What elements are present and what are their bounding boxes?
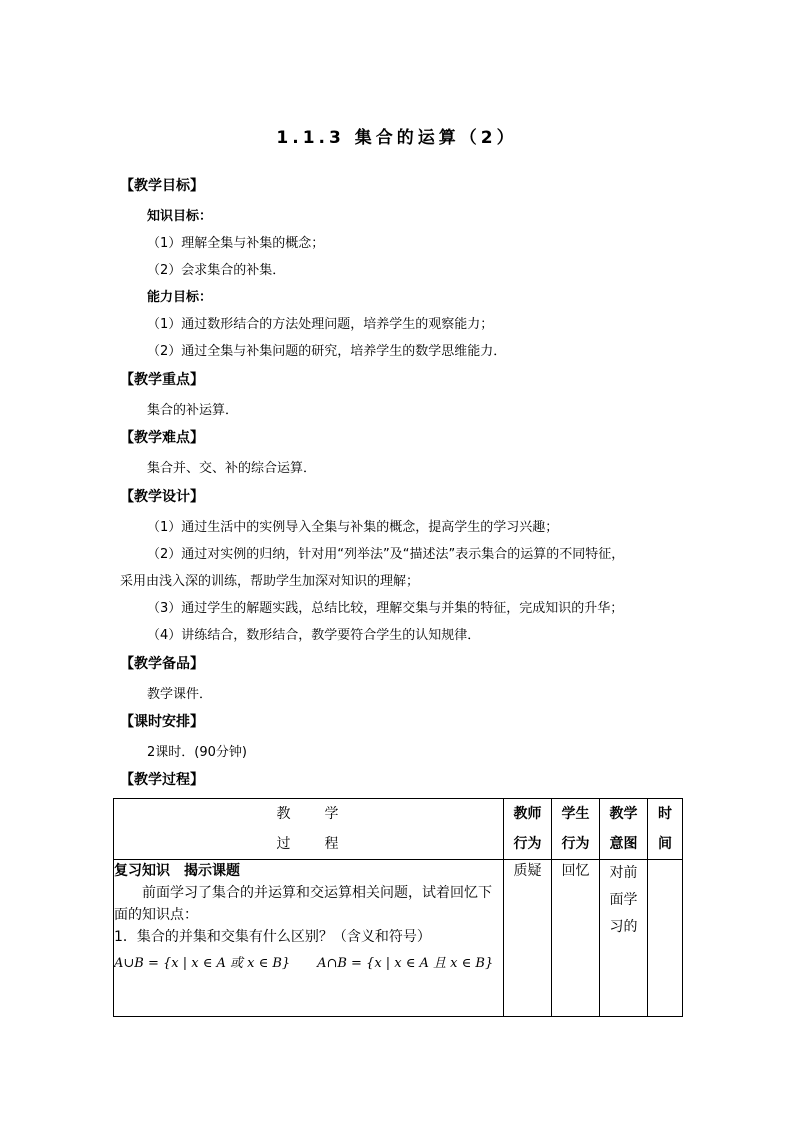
heading-design: 【教学设计】 bbox=[120, 489, 204, 505]
ability-goal-label: 能力目标： bbox=[147, 290, 213, 305]
design-item: 采用由浅入深的训练，帮助学生加深对知识的理解； bbox=[120, 574, 420, 589]
header-intent: 教学 意图 bbox=[600, 799, 648, 860]
design-item: （1）通过生活中的实例导入全集与补集的概念，提高学生的学习兴趣； bbox=[147, 520, 559, 535]
heading-goals: 【教学目标】 bbox=[120, 178, 204, 194]
difficulty-text: 集合并、交、补的综合运算． bbox=[147, 461, 317, 476]
row-paragraph: 前面学习了集合的并运算和交运算相关问题，试着回忆下面的知识点： bbox=[114, 885, 492, 923]
knowledge-goal-item: （1）理解全集与补集的概念； bbox=[147, 236, 325, 251]
design-item: （2）通过对实例的归纳，针对用“列举法”及“描述法”表示集合的运算的不同特征， bbox=[147, 547, 625, 562]
heading-difficulty: 【教学难点】 bbox=[120, 430, 204, 446]
heading-schedule: 【课时安排】 bbox=[120, 714, 204, 730]
heading-process: 【教学过程】 bbox=[120, 772, 204, 788]
intersection-formula: A∩B = {x | x ∈ A 且 x ∈ B} bbox=[317, 956, 494, 971]
design-item: （4）讲练结合，数形结合，教学要符合学生的认知规律． bbox=[147, 628, 481, 643]
intent-cell: 对前 面学 习的 bbox=[600, 860, 648, 1017]
heading-materials: 【教学备品】 bbox=[120, 656, 204, 672]
process-table bbox=[113, 798, 683, 1017]
table-header-row bbox=[114, 799, 683, 860]
process-content-cell bbox=[114, 860, 504, 1017]
knowledge-goal-label: 知识目标： bbox=[147, 209, 213, 224]
table-row bbox=[114, 860, 683, 1017]
materials-text: 教学课件． bbox=[147, 687, 213, 702]
knowledge-goal-item: （2）会求集合的补集． bbox=[147, 263, 286, 278]
header-teacher: 教师 行为 bbox=[504, 799, 552, 860]
ability-goal-item: （1）通过数形结合的方法处理问题，培养学生的观察能力； bbox=[147, 317, 494, 332]
time-cell bbox=[648, 860, 683, 1017]
student-action-cell: 回忆 bbox=[552, 860, 600, 1017]
row-question: 1．集合的并集和交集有什么区别？（含义和符号） bbox=[114, 929, 431, 945]
schedule-text: 2课时．(90分钟) bbox=[147, 745, 247, 760]
ability-goal-item: （2）通过全集与补集问题的研究，培养学生的数学思维能力． bbox=[147, 344, 507, 359]
page-title: 1.1.3 集合的运算（2） bbox=[276, 128, 518, 148]
design-item: （3）通过学生的解题实践，总结比较，理解交集与并集的特征，完成知识的升华； bbox=[147, 601, 624, 616]
teacher-action-cell: 质疑 bbox=[504, 860, 552, 1017]
union-formula: A∪B = {x | x ∈ A 或 x ∈ B} bbox=[114, 956, 291, 971]
header-student: 学生 行为 bbox=[552, 799, 600, 860]
heading-focus: 【教学重点】 bbox=[120, 372, 204, 388]
formula-line bbox=[114, 952, 503, 975]
row-subtitle: 复习知识 揭示课题 bbox=[114, 863, 240, 879]
header-time: 时 间 bbox=[648, 799, 683, 860]
header-process: 教 学 过 程 bbox=[114, 799, 504, 860]
focus-text: 集合的补运算． bbox=[147, 403, 239, 418]
